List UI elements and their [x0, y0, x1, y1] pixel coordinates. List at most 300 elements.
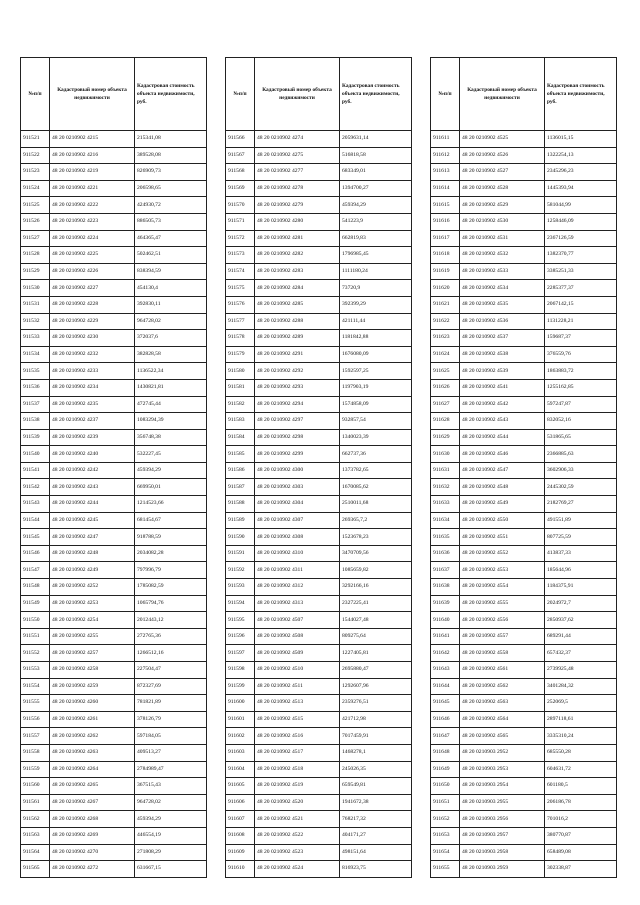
- row-number: 911534: [21, 346, 50, 363]
- cadastral-value: 245026,35: [340, 761, 412, 778]
- row-number: 911592: [226, 562, 255, 579]
- row-number: 911639: [431, 595, 460, 612]
- table-row: [226, 213, 412, 230]
- cadastral-number: 48 20 0210902 4543: [460, 413, 545, 430]
- cadastral-number: 48 20 0210902 4225: [50, 247, 135, 264]
- table-row: [21, 595, 207, 612]
- cadastral-table-1: [20, 57, 207, 878]
- row-number: 911634: [431, 512, 460, 529]
- cadastral-value: 683349,01: [340, 164, 412, 181]
- cadastral-value: 701016,2: [545, 811, 617, 828]
- row-number: 911543: [21, 496, 50, 513]
- row-number: 911572: [226, 230, 255, 247]
- table-row: [431, 462, 617, 479]
- table-row: [431, 512, 617, 529]
- cadastral-number: 48 20 0210902 4304: [255, 496, 340, 513]
- table-header-row: [431, 58, 617, 131]
- table-row: [431, 213, 617, 230]
- cadastral-number: 48 20 0210902 4297: [255, 413, 340, 430]
- row-number: 911531: [21, 296, 50, 313]
- row-number: 911594: [226, 595, 255, 612]
- table-row: [431, 180, 617, 197]
- cadastral-number: 48 20 0210902 4235: [50, 396, 135, 413]
- cadastral-value: 1322254,13: [545, 147, 617, 164]
- cadastral-value: 932857,54: [340, 413, 412, 430]
- cadastral-value: 206598,65: [135, 180, 207, 197]
- table-row: [21, 429, 207, 446]
- table-header-row: [21, 58, 207, 131]
- row-number: 911565: [21, 861, 50, 878]
- cadastral-table-3: [430, 57, 617, 878]
- header-cadastral-value: Кадастровая стоимость объекта недвижимости, руб.: [340, 58, 412, 131]
- row-number: 911576: [226, 296, 255, 313]
- row-number: 911589: [226, 512, 255, 529]
- cadastral-number: 48 20 0210903 2957: [460, 827, 545, 844]
- cadastral-value: 302338,87: [545, 861, 617, 878]
- cadastral-number: 48 20 0210902 4279: [255, 197, 340, 214]
- cadastral-number: 48 20 0210902 4538: [460, 346, 545, 363]
- cadastral-number: 48 20 0210902 4542: [460, 396, 545, 413]
- cadastral-value: 768217,32: [340, 811, 412, 828]
- row-number: 911558: [21, 744, 50, 761]
- cadastral-number: 48 20 0210902 4550: [460, 512, 545, 529]
- cadastral-value: 446554,19: [135, 827, 207, 844]
- table-row: [21, 811, 207, 828]
- table-row: [21, 645, 207, 662]
- cadastral-number: 48 20 0210902 4289: [255, 330, 340, 347]
- table-row: [21, 263, 207, 280]
- cadastral-value: 472745,44: [135, 396, 207, 413]
- cadastral-number: 48 20 0210902 4308: [255, 529, 340, 546]
- cadastral-number: 48 20 0210902 4268: [50, 811, 135, 828]
- row-number: 911619: [431, 263, 460, 280]
- row-number: 911574: [226, 263, 255, 280]
- cadastral-number: 48 20 0210902 4226: [50, 263, 135, 280]
- row-number: 911610: [226, 861, 255, 878]
- cadastral-number: 48 20 0210902 4310: [255, 545, 340, 562]
- row-number: 911571: [226, 213, 255, 230]
- row-number: 911586: [226, 462, 255, 479]
- table-row: [431, 313, 617, 330]
- table-row: [226, 263, 412, 280]
- cadastral-number: 48 20 0210902 4507: [255, 612, 340, 629]
- row-number: 911560: [21, 778, 50, 795]
- row-number: 911533: [21, 330, 50, 347]
- cadastral-number: 48 20 0210902 4556: [460, 612, 545, 629]
- cadastral-value: 1670085,62: [340, 479, 412, 496]
- row-number: 911550: [21, 612, 50, 629]
- cadastral-value: 2784989,47: [135, 761, 207, 778]
- cadastral-number: 48 20 0210902 4260: [50, 695, 135, 712]
- table-row: [431, 413, 617, 430]
- row-number: 911614: [431, 180, 460, 197]
- table-row: [21, 396, 207, 413]
- cadastral-value: 689291,44: [545, 628, 617, 645]
- cadastral-number: 48 20 0210902 4267: [50, 794, 135, 811]
- cadastral-number: 48 20 0210902 4234: [50, 379, 135, 396]
- row-number: 911604: [226, 761, 255, 778]
- row-number: 911540: [21, 446, 50, 463]
- table-row: [21, 794, 207, 811]
- table-row: [21, 446, 207, 463]
- cadastral-number: 48 20 0210902 4533: [460, 263, 545, 280]
- row-number: 911609: [226, 844, 255, 861]
- row-number: 911566: [226, 131, 255, 148]
- row-number: 911646: [431, 711, 460, 728]
- row-number: 911624: [431, 346, 460, 363]
- cadastral-value: 1085659,82: [340, 562, 412, 579]
- cadastral-number: 48 20 0210902 4244: [50, 496, 135, 513]
- cadastral-value: 601180,5: [545, 778, 617, 795]
- cadastral-value: 1394700,27: [340, 180, 412, 197]
- table-row: [226, 363, 412, 380]
- table-row: [226, 313, 412, 330]
- table-row: [21, 744, 207, 761]
- cadastral-number: 48 20 0210902 4515: [255, 711, 340, 728]
- cadastral-value: 1796985,45: [340, 247, 412, 264]
- row-number: 911521: [21, 131, 50, 148]
- cadastral-value: 2345296,23: [545, 164, 617, 181]
- table-row: [226, 662, 412, 679]
- cadastral-value: 1445393,94: [545, 180, 617, 197]
- cadastral-value: 532227,45: [135, 446, 207, 463]
- table-row: [21, 579, 207, 596]
- row-number: 911601: [226, 711, 255, 728]
- table-row: [431, 645, 617, 662]
- header-cadastral-number: Кадастровый номер объекта недвижимости: [460, 58, 545, 131]
- row-number: 911653: [431, 827, 460, 844]
- row-number: 911648: [431, 744, 460, 761]
- row-number: 911628: [431, 413, 460, 430]
- row-number: 911538: [21, 413, 50, 430]
- cadastral-value: 1373782,65: [340, 462, 412, 479]
- row-number: 911559: [21, 761, 50, 778]
- table-row: [226, 180, 412, 197]
- table-row: [431, 744, 617, 761]
- cadastral-number: 48 20 0210902 4263: [50, 744, 135, 761]
- cadastral-number: 48 20 0210902 4292: [255, 363, 340, 380]
- table-row: [226, 562, 412, 579]
- table-row: [431, 263, 617, 280]
- row-number: 911617: [431, 230, 460, 247]
- cadastral-number: 48 20 0210902 4518: [255, 761, 340, 778]
- row-number: 911563: [21, 827, 50, 844]
- table-row: [21, 346, 207, 363]
- cadastral-number: 48 20 0210902 4227: [50, 280, 135, 297]
- cadastral-value: 669950,01: [135, 479, 207, 496]
- row-number: 911625: [431, 363, 460, 380]
- cadastral-value: 3602906,33: [545, 462, 617, 479]
- cadastral-value: 3292166,16: [340, 579, 412, 596]
- row-number: 911595: [226, 612, 255, 629]
- cadastral-value: 392830,11: [135, 296, 207, 313]
- row-number: 911590: [226, 529, 255, 546]
- cadastral-number: 48 20 0210902 4508: [255, 628, 340, 645]
- cadastral-number: 48 20 0210902 4516: [255, 728, 340, 745]
- cadastral-value: 2182769,27: [545, 496, 617, 513]
- table-row: [226, 612, 412, 629]
- row-number: 911621: [431, 296, 460, 313]
- cadastral-value: 1181842,88: [340, 330, 412, 347]
- table-row: [431, 811, 617, 828]
- cadastral-value: 252069,5: [545, 695, 617, 712]
- row-number: 911608: [226, 827, 255, 844]
- row-number: 911545: [21, 529, 50, 546]
- cadastral-number: 48 20 0210902 4299: [255, 446, 340, 463]
- cadastral-number: 48 20 0210902 4558: [460, 645, 545, 662]
- row-number: 911611: [431, 131, 460, 148]
- cadastral-value: 816923,75: [340, 861, 412, 878]
- cadastral-number: 48 20 0210902 4242: [50, 462, 135, 479]
- table-row: [226, 462, 412, 479]
- row-number: 911654: [431, 844, 460, 861]
- table-row: [226, 496, 412, 513]
- table-row: [21, 213, 207, 230]
- cadastral-number: 48 20 0210902 4521: [255, 811, 340, 828]
- cadastral-number: 48 20 0210903 2955: [460, 794, 545, 811]
- header-cadastral-number: Кадастровый номер объекта недвижимости: [255, 58, 340, 131]
- table-row: [431, 778, 617, 795]
- cadastral-value: 421111,44: [340, 313, 412, 330]
- table-row: [431, 562, 617, 579]
- header-cadastral-number: Кадастровый номер объекта недвижимости: [50, 58, 135, 131]
- table-row: [226, 827, 412, 844]
- cadastral-value: 662819,83: [340, 230, 412, 247]
- cadastral-value: 367515,43: [135, 778, 207, 795]
- row-number: 911638: [431, 579, 460, 596]
- row-number: 911615: [431, 197, 460, 214]
- cadastral-value: 1255162,85: [545, 379, 617, 396]
- cadastral-number: 48 20 0210902 4544: [460, 429, 545, 446]
- table-row: [226, 744, 412, 761]
- row-number: 911553: [21, 662, 50, 679]
- cadastral-value: 459394,29: [135, 811, 207, 828]
- cadastral-value: 227504,47: [135, 662, 207, 679]
- cadastral-value: 662737,36: [340, 446, 412, 463]
- cadastral-number: 48 20 0210902 4311: [255, 562, 340, 579]
- cadastral-value: 459394,29: [340, 197, 412, 214]
- cadastral-value: 424930,72: [135, 197, 207, 214]
- table-row: [226, 296, 412, 313]
- table-row: [226, 579, 412, 596]
- cadastral-number: 48 20 0210902 4265: [50, 778, 135, 795]
- table-row: [21, 545, 207, 562]
- cadastral-value: 658489,08: [545, 844, 617, 861]
- cadastral-number: 48 20 0210902 4258: [50, 662, 135, 679]
- table-row: [21, 562, 207, 579]
- cadastral-value: 378126,79: [135, 711, 207, 728]
- table-row: [21, 827, 207, 844]
- table-row: [21, 628, 207, 645]
- cadastral-value: 2359276,51: [340, 695, 412, 712]
- table-row: [21, 164, 207, 181]
- cadastral-number: 48 20 0210902 4284: [255, 280, 340, 297]
- cadastral-number: 48 20 0210902 4562: [460, 678, 545, 695]
- table-row: [431, 379, 617, 396]
- table-row: [21, 296, 207, 313]
- row-number: 911548: [21, 579, 50, 596]
- cadastral-number: 48 20 0210902 4219: [50, 164, 135, 181]
- row-number: 911578: [226, 330, 255, 347]
- cadastral-value: 1863883,72: [545, 363, 617, 380]
- cadastral-number: 48 20 0210902 4247: [50, 529, 135, 546]
- table-row: [431, 678, 617, 695]
- cadastral-number: 48 20 0210902 4511: [255, 678, 340, 695]
- cadastral-value: 516818,58: [340, 147, 412, 164]
- cadastral-number: 48 20 0210902 4233: [50, 363, 135, 380]
- cadastral-value: 269365,7,2: [340, 512, 412, 529]
- table-row: [21, 180, 207, 197]
- cadastral-value: 1227405,81: [340, 645, 412, 662]
- cadastral-number: 48 20 0210902 4255: [50, 628, 135, 645]
- table-row: [226, 778, 412, 795]
- cadastral-number: 48 20 0210902 4215: [50, 131, 135, 148]
- cadastral-value: 413837,33: [545, 545, 617, 562]
- row-number: 911530: [21, 280, 50, 297]
- header-cadastral-value: Кадастровая стоимость объекта недвижимости, руб.: [545, 58, 617, 131]
- cadastral-value: 3335310,24: [545, 728, 617, 745]
- cadastral-value: 1083294,39: [135, 413, 207, 430]
- cadastral-number: 48 20 0210902 4525: [460, 131, 545, 148]
- cadastral-number: 48 20 0210902 4552: [460, 545, 545, 562]
- table-row: [431, 147, 617, 164]
- table-row: [21, 230, 207, 247]
- cadastral-number: 48 20 0210902 4264: [50, 761, 135, 778]
- table-row: [21, 662, 207, 679]
- cadastral-number: 48 20 0210902 4270: [50, 844, 135, 861]
- cadastral-number: 48 20 0210902 4307: [255, 512, 340, 529]
- row-number: 911598: [226, 662, 255, 679]
- cadastral-number: 48 20 0210902 4237: [50, 413, 135, 430]
- cadastral-value: 2059631,14: [340, 131, 412, 148]
- table-row: [431, 844, 617, 861]
- row-number: 911626: [431, 379, 460, 396]
- cadastral-value: 3401284,32: [545, 678, 617, 695]
- cadastral-number: 48 20 0210902 4313: [255, 595, 340, 612]
- cadastral-value: 185644,96: [545, 562, 617, 579]
- row-number: 911643: [431, 662, 460, 679]
- row-number: 911581: [226, 379, 255, 396]
- cadastral-number: 48 20 0210902 4312: [255, 579, 340, 596]
- table-row: [21, 479, 207, 496]
- row-number: 911605: [226, 778, 255, 795]
- table-row: [226, 678, 412, 695]
- cadastral-number: 48 20 0210902 4563: [460, 695, 545, 712]
- cadastral-number: 48 20 0210902 4274: [255, 131, 340, 148]
- table-row: [226, 529, 412, 546]
- table-row: [431, 595, 617, 612]
- cadastral-number: 48 20 0210902 4546: [460, 446, 545, 463]
- row-number: 911546: [21, 545, 50, 562]
- cadastral-value: 2510011,68: [340, 496, 412, 513]
- cadastral-number: 48 20 0210902 4535: [460, 296, 545, 313]
- row-number: 911599: [226, 678, 255, 695]
- row-number: 911541: [21, 462, 50, 479]
- table-row: [21, 711, 207, 728]
- row-number: 911596: [226, 628, 255, 645]
- table-row: [21, 313, 207, 330]
- cadastral-number: 48 20 0210902 4269: [50, 827, 135, 844]
- cadastral-number: 48 20 0210902 4249: [50, 562, 135, 579]
- cadastral-number: 48 20 0210902 4557: [460, 628, 545, 645]
- cadastral-number: 48 20 0210902 4300: [255, 462, 340, 479]
- table-row: [226, 131, 412, 148]
- cadastral-number: 48 20 0210902 4520: [255, 794, 340, 811]
- table-row: [21, 462, 207, 479]
- header-cadastral-value: Кадастровая стоимость объекта недвижимости, руб.: [135, 58, 207, 131]
- header-num: №п/п: [431, 58, 460, 131]
- table-row: [226, 479, 412, 496]
- row-number: 911557: [21, 728, 50, 745]
- cadastral-value: 809275,64: [340, 628, 412, 645]
- cadastral-value: 2067142,15: [545, 296, 617, 313]
- cadastral-value: 454130,4: [135, 280, 207, 297]
- row-number: 911524: [21, 180, 50, 197]
- table-row: [431, 711, 617, 728]
- table-row: [21, 280, 207, 297]
- cadastral-value: 832052,16: [545, 413, 617, 430]
- cadastral-value: 886505,73: [135, 213, 207, 230]
- table-row: [431, 827, 617, 844]
- table-row: [431, 164, 617, 181]
- table-row: [226, 811, 412, 828]
- row-number: 911588: [226, 496, 255, 513]
- cadastral-value: 1592597,25: [340, 363, 412, 380]
- cadastral-value: 7017459,91: [340, 728, 412, 745]
- row-number: 911651: [431, 794, 460, 811]
- cadastral-value: 597184,05: [135, 728, 207, 745]
- cadastral-number: 48 20 0210902 4561: [460, 662, 545, 679]
- table-row: [431, 131, 617, 148]
- row-number: 911554: [21, 678, 50, 695]
- cadastral-number: 48 20 0210902 4232: [50, 346, 135, 363]
- row-number: 911616: [431, 213, 460, 230]
- row-number: 911568: [226, 164, 255, 181]
- table-row: [21, 413, 207, 430]
- table-row: [21, 695, 207, 712]
- row-number: 911602: [226, 728, 255, 745]
- cadastral-value: 1574858,09: [340, 396, 412, 413]
- cadastral-value: 597247,87: [545, 396, 617, 413]
- cadastral-number: 48 20 0210902 4278: [255, 180, 340, 197]
- cadastral-number: 48 20 0210902 4532: [460, 247, 545, 264]
- table-row: [226, 794, 412, 811]
- cadastral-number: 48 20 0210902 4275: [255, 147, 340, 164]
- table-row: [21, 197, 207, 214]
- table-row: [226, 628, 412, 645]
- cadastral-value: 159687,37: [545, 330, 617, 347]
- cadastral-value: 3385251,33: [545, 263, 617, 280]
- cadastral-number: 48 20 0210902 4555: [460, 595, 545, 612]
- cadastral-table-2: [225, 57, 412, 878]
- cadastral-value: 2850937,62: [545, 612, 617, 629]
- cadastral-number: 48 20 0210902 4565: [460, 728, 545, 745]
- cadastral-number: 48 20 0210903 2954: [460, 778, 545, 795]
- row-number: 911622: [431, 313, 460, 330]
- cadastral-number: 48 20 0210902 4272: [50, 861, 135, 878]
- cadastral-value: 1111180,24: [340, 263, 412, 280]
- cadastral-number: 48 20 0210902 4239: [50, 429, 135, 446]
- table-row: [226, 844, 412, 861]
- cadastral-number: 48 20 0210902 4524: [255, 861, 340, 878]
- row-number: 911583: [226, 413, 255, 430]
- row-number: 911544: [21, 512, 50, 529]
- table-row: [226, 379, 412, 396]
- cadastral-value: 2695880,47: [340, 662, 412, 679]
- row-number: 911629: [431, 429, 460, 446]
- cadastral-number: 48 20 0210902 4252: [50, 579, 135, 596]
- row-number: 911632: [431, 479, 460, 496]
